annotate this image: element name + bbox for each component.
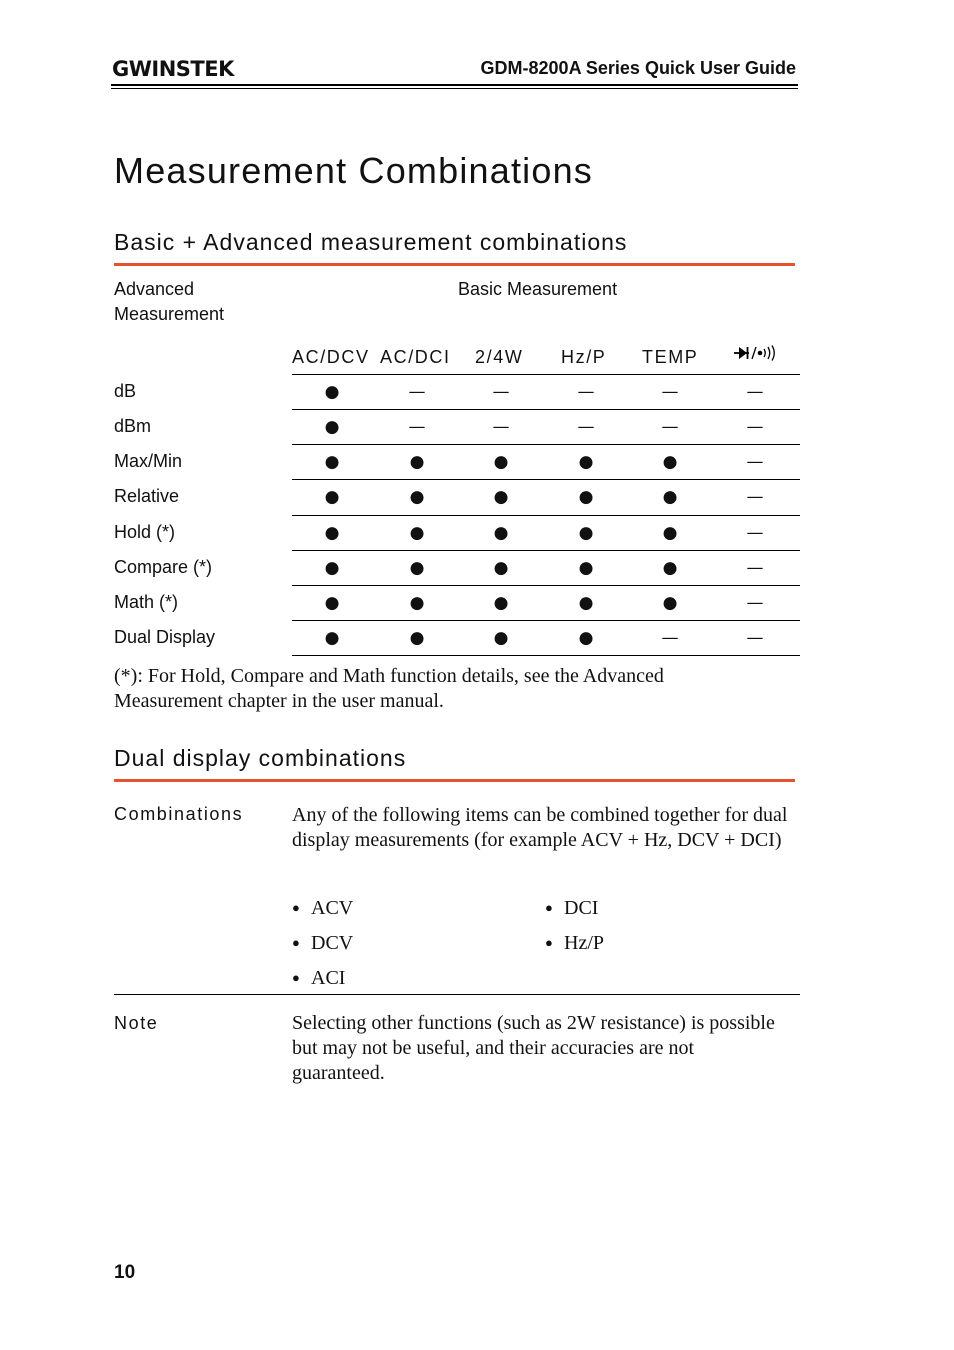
table-rule bbox=[292, 444, 800, 445]
row-label: Max/Min bbox=[114, 451, 183, 472]
bullet-dot-icon: ● bbox=[545, 935, 553, 950]
supported-mark: ● bbox=[409, 628, 425, 649]
note-text: Selecting other functions (such as 2W resistance) is possible but may not be useful, and their accuracies are not guaranteed. bbox=[292, 1012, 775, 1084]
table-rule bbox=[292, 409, 800, 410]
section-rule bbox=[114, 779, 795, 782]
supported-mark: ● bbox=[578, 487, 594, 508]
supported-mark: ● bbox=[324, 452, 340, 473]
unsupported-mark: — bbox=[661, 417, 679, 438]
supported-mark: ● bbox=[324, 417, 340, 438]
unsupported-mark: — bbox=[746, 592, 764, 613]
supported-mark: ● bbox=[578, 522, 594, 543]
column-header-2-4w: 2/4W bbox=[475, 347, 524, 367]
column-header-acdci: AC/DCI bbox=[380, 347, 451, 367]
unsupported-mark: — bbox=[492, 382, 510, 402]
unsupported-mark: — bbox=[577, 382, 595, 402]
column-header-temp: TEMP bbox=[642, 347, 699, 367]
supported-mark: ● bbox=[493, 452, 509, 473]
table-rule bbox=[292, 479, 800, 480]
table-rule bbox=[292, 620, 800, 621]
bullet-dot-icon: ● bbox=[545, 900, 553, 915]
bullet-item: ● DCI bbox=[545, 897, 599, 919]
table-rule bbox=[292, 655, 800, 656]
unsupported-mark: — bbox=[746, 452, 764, 473]
supported-mark: ● bbox=[493, 592, 509, 613]
divider bbox=[114, 994, 800, 995]
gwinstek-logo: GWINSTEK bbox=[112, 57, 234, 81]
unsupported-mark: — bbox=[746, 417, 764, 438]
bullet-dot-icon: ● bbox=[292, 970, 300, 985]
unsupported-mark: — bbox=[746, 382, 764, 402]
supported-mark: ● bbox=[493, 557, 509, 578]
column-header-hz-p: Hz/P bbox=[561, 347, 607, 367]
supported-mark: ● bbox=[324, 592, 340, 613]
supported-mark: ● bbox=[578, 628, 594, 649]
supported-mark: ● bbox=[662, 557, 678, 578]
bullet-item: ● DCV bbox=[292, 932, 354, 954]
page-number: 10 bbox=[114, 1262, 136, 1283]
supported-mark: ● bbox=[662, 592, 678, 613]
row-label: Compare (*) bbox=[114, 556, 213, 577]
bullet-dot-icon: ● bbox=[292, 900, 300, 915]
supported-mark: ● bbox=[324, 628, 340, 649]
unsupported-mark: — bbox=[746, 522, 764, 543]
table-rule bbox=[292, 515, 800, 516]
advanced-measurement-label-line1: Advanced bbox=[114, 279, 195, 299]
column-header-acdcv: AC/DCV bbox=[292, 347, 370, 367]
unsupported-mark: — bbox=[661, 628, 679, 649]
supported-mark: ● bbox=[324, 487, 340, 508]
supported-mark: ● bbox=[409, 592, 425, 613]
section-heading-basic-advanced: Basic + Advanced measurement combinations bbox=[114, 229, 628, 255]
footnote: (*): For Hold, Compare and Math function details, see the Advanced Measurement chapter in the user manual. bbox=[114, 665, 664, 712]
supported-mark: ● bbox=[324, 382, 340, 402]
note-label: Note bbox=[114, 1013, 159, 1033]
supported-mark: ● bbox=[578, 592, 594, 613]
unsupported-mark: — bbox=[661, 382, 679, 402]
supported-mark: ● bbox=[662, 522, 678, 543]
combinations-label: Combinations bbox=[114, 804, 244, 824]
row-label: Hold (*) bbox=[114, 521, 176, 542]
header-rule bbox=[111, 84, 798, 86]
header-rule-thin bbox=[111, 88, 798, 89]
combinations-description: Any of the following items can be combined together for dual display measurements (for example ACV + Hz, DCV + DCI) bbox=[292, 804, 788, 851]
section-heading-dual-display: Dual display combinations bbox=[114, 745, 407, 771]
page-title: Measurement Combinations bbox=[114, 150, 594, 191]
bullet-dot-icon: ● bbox=[292, 935, 300, 950]
supported-mark: ● bbox=[578, 452, 594, 473]
supported-mark: ● bbox=[324, 557, 340, 578]
supported-mark: ● bbox=[493, 628, 509, 649]
row-label: dBm bbox=[114, 416, 152, 437]
unsupported-mark: — bbox=[408, 417, 426, 438]
supported-mark: ● bbox=[324, 522, 340, 543]
supported-mark: ● bbox=[493, 522, 509, 543]
row-label: Math (*) bbox=[114, 591, 179, 612]
unsupported-mark: — bbox=[746, 557, 764, 578]
supported-mark: ● bbox=[409, 522, 425, 543]
unsupported-mark: — bbox=[746, 628, 764, 649]
row-label: dB bbox=[114, 381, 137, 401]
row-label: Relative bbox=[114, 486, 180, 507]
guide-title: GDM-8200A Series Quick User Guide bbox=[480, 58, 796, 78]
table-rule bbox=[292, 374, 800, 375]
bullet-item: ● ACV bbox=[292, 897, 354, 919]
bullet-item: ● ACI bbox=[292, 967, 346, 989]
unsupported-mark: — bbox=[492, 417, 510, 438]
bullet-item: ● Hz/P bbox=[545, 932, 604, 954]
section-rule bbox=[114, 263, 795, 266]
supported-mark: ● bbox=[662, 452, 678, 473]
supported-mark: ● bbox=[662, 487, 678, 508]
unsupported-mark: — bbox=[408, 382, 426, 402]
unsupported-mark: — bbox=[577, 417, 595, 438]
basic-measurement-label: Basic Measurement bbox=[458, 279, 618, 299]
supported-mark: ● bbox=[409, 452, 425, 473]
table-rule bbox=[292, 585, 800, 586]
supported-mark: ● bbox=[409, 487, 425, 508]
supported-mark: ● bbox=[493, 487, 509, 508]
table-rule bbox=[292, 550, 800, 551]
diode-continuity-icon bbox=[733, 343, 781, 363]
supported-mark: ● bbox=[409, 557, 425, 578]
supported-mark: ● bbox=[578, 557, 594, 578]
unsupported-mark: — bbox=[746, 487, 764, 508]
row-label: Dual Display bbox=[114, 627, 216, 648]
advanced-measurement-label-line2: Measurement bbox=[114, 304, 225, 324]
